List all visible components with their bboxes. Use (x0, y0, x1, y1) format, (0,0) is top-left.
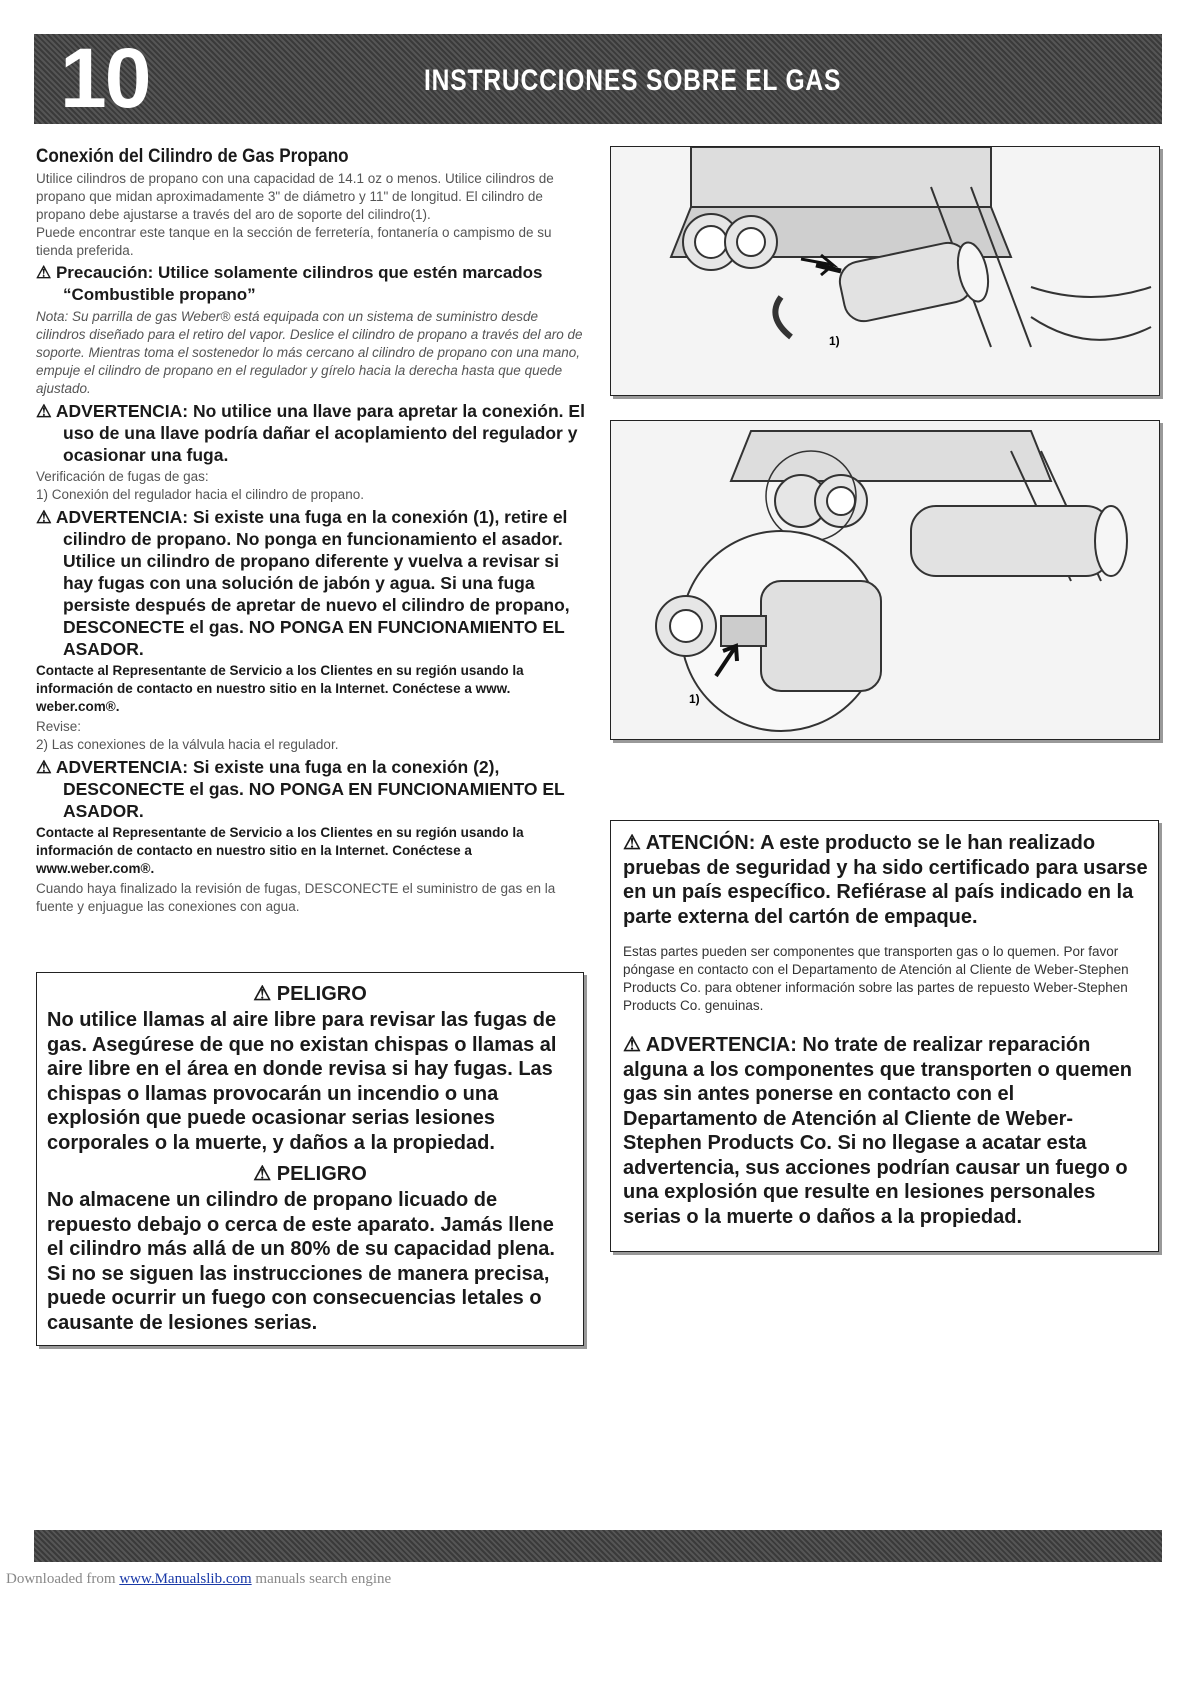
attention-box (610, 820, 1159, 1252)
leak-check-illustration (611, 421, 1159, 739)
revise-label: Revise: (36, 719, 82, 734)
danger-text-2: No almacene un cilindro de propano licuado de repuesto debajo o cerca de este aparato. Jamás llene el cilindro más allá de un 80% de su capacidad plena. Si no se siguen las instrucciones de manera precisa, puede ocurrir un fuego con consecuencias letales o causante de lesiones serias. (47, 1189, 555, 1334)
page-header-bar (34, 31, 1162, 125)
danger-heading-1: ⚠ PELIGRO (253, 983, 367, 1005)
section-title: Conexión del Cilindro de Gas Propano (36, 146, 349, 167)
danger-heading-2: ⚠ PELIGRO (253, 1163, 367, 1185)
left-column (36, 146, 586, 916)
contact-service-2: Contacte al Representante de Servicio a los Clientes en su región usando la información de contacto en nuestro sitio en la Internet. Conéctese a www.weber.com®. (36, 825, 524, 876)
parts-info: Estas partes pueden ser componentes que transporten gas o lo quemen. Por favor póngase en contacto con el Departamento de Atención al Cliente de Weber-Stephen Products Co. para obtener información sobre las partes de repuesto Weber-Stephen Products Co. genuinas. (623, 944, 1129, 1013)
cylinder-spec-paragraph: Utilice cilindros de propano con una capacidad de 14.1 oz o menos. Utilice cilindros de propano que midan aproximadamente 3" de diámetro y 11" de longitud. El cilindro de propano debe ajustarse a través del aro de soporte del cilindro(1). (36, 171, 554, 222)
repair-warning: ⚠ ADVERTENCIA: No trate de realizar reparación alguna a los componentes que transporten o quemen gas sin antes ponerse en contacto con el Departamento de Atención al Cliente de Weber-Stephen Products Co. Si no llegase a acatar esta advertencia, sus acciones podrían causar un fuego o una explosión que resulte en lesiones personales serias o la muerte o daños a la propiedad. (623, 1034, 1132, 1228)
installation-note: Nota: Su parrilla de gas Weber® está equipada con un sistema de suministro desde cilindros diseñado para el retiro del vapor. Deslice el cilindro de propano a través del aro de soporte. Mientras toma el sostenedor lo más cercano al cilindro de propano con una mano, empuje el cilindro de propano en el regulador y gírelo hacia la derecha hasta que quede ajustado. (36, 309, 583, 396)
leak-check-item-2: 2) Las conexiones de la válvula hacia el regulador. (36, 737, 339, 752)
figure-leak-check-detail (610, 420, 1160, 740)
leak-check-item-1: 1) Conexión del regulador hacia el cilindro de propano. (36, 487, 364, 502)
warning-wrench: ⚠ ADVERTENCIA: No utilice una llave para apretar la conexión. El uso de una llave podría dañar el acoplamiento del regulador y ocasionar una fuga. (36, 401, 585, 465)
attention-text: ⚠ ATENCIÓN: A este producto se le han realizado pruebas de seguridad y ha sido certificado para usarse en un país específico. Refiérase al país indicado en la parte externa del cartón de empaque. (623, 832, 1148, 928)
danger-text-1: No utilice llamas al aire libre para revisar las fugas de gas. Asegúrese de que no existan chispas o llamas al aire libre en el área en donde revisa si hay fugas. Las chispas o llamas provocarán un incendio o una explosión que puede ocasionar serias lesiones corporales o la muerte, y daños a la propiedad. (47, 1009, 557, 1154)
page-number: 10 (60, 31, 150, 125)
warning-leak-1: ⚠ ADVERTENCIA: Si existe una fuga en la conexión (1), retire el cilindro de propano. No ponga en funcionamiento el asador. Utilice un cilindro de propano diferente y vuelva a revisar si hay fugas con una solución de jabón y agua. Si una fuga persiste después de apretar de nuevo el cilindro de propano, DESCONECTE el gas. NO PONGA EN FUNCIONAMIENTO EL ASADOR. (36, 507, 570, 659)
cylinder-insertion-illustration (611, 147, 1159, 395)
figure-1-label: 1) (829, 334, 840, 348)
page-title: INSTRUCCIONES SOBRE EL GAS (424, 64, 842, 97)
danger-box (36, 972, 584, 1346)
leak-check-title: Verificación de fugas de gas: (36, 469, 209, 484)
page-footer-bar (34, 1530, 1162, 1562)
store-paragraph: Puede encontrar este tanque en la sección de ferretería, fontanería o campismo de su tienda preferida. (36, 225, 552, 258)
figure-2-label: 1) (689, 692, 700, 706)
manualslib-link[interactable]: www.Manualslib.com (119, 1571, 252, 1587)
download-suffix: manuals search engine (251, 1571, 392, 1587)
caution-propane: ⚠ Precaución: Utilice solamente cilindros que estén marcados “Combustible propano” (36, 263, 543, 304)
warning-leak-2: ⚠ ADVERTENCIA: Si existe una fuga en la conexión (2), DESCONECTE el gas. NO PONGA EN FUNCIONAMIENTO EL ASADOR. (36, 757, 565, 821)
finish-instruction: Cuando haya finalizado la revisión de fugas, DESCONECTE el suministro de gas en la fuente y enjuague las conexiones con agua. (36, 881, 556, 914)
download-credit (6, 1571, 391, 1588)
contact-service-1: Contacte al Representante de Servicio a los Clientes en su región usando la información de contacto en nuestro sitio en la Internet. Conéctese a www. weber.com®. (36, 663, 524, 714)
figure-cylinder-insertion (610, 146, 1160, 396)
download-prefix: Downloaded from (6, 1571, 120, 1587)
